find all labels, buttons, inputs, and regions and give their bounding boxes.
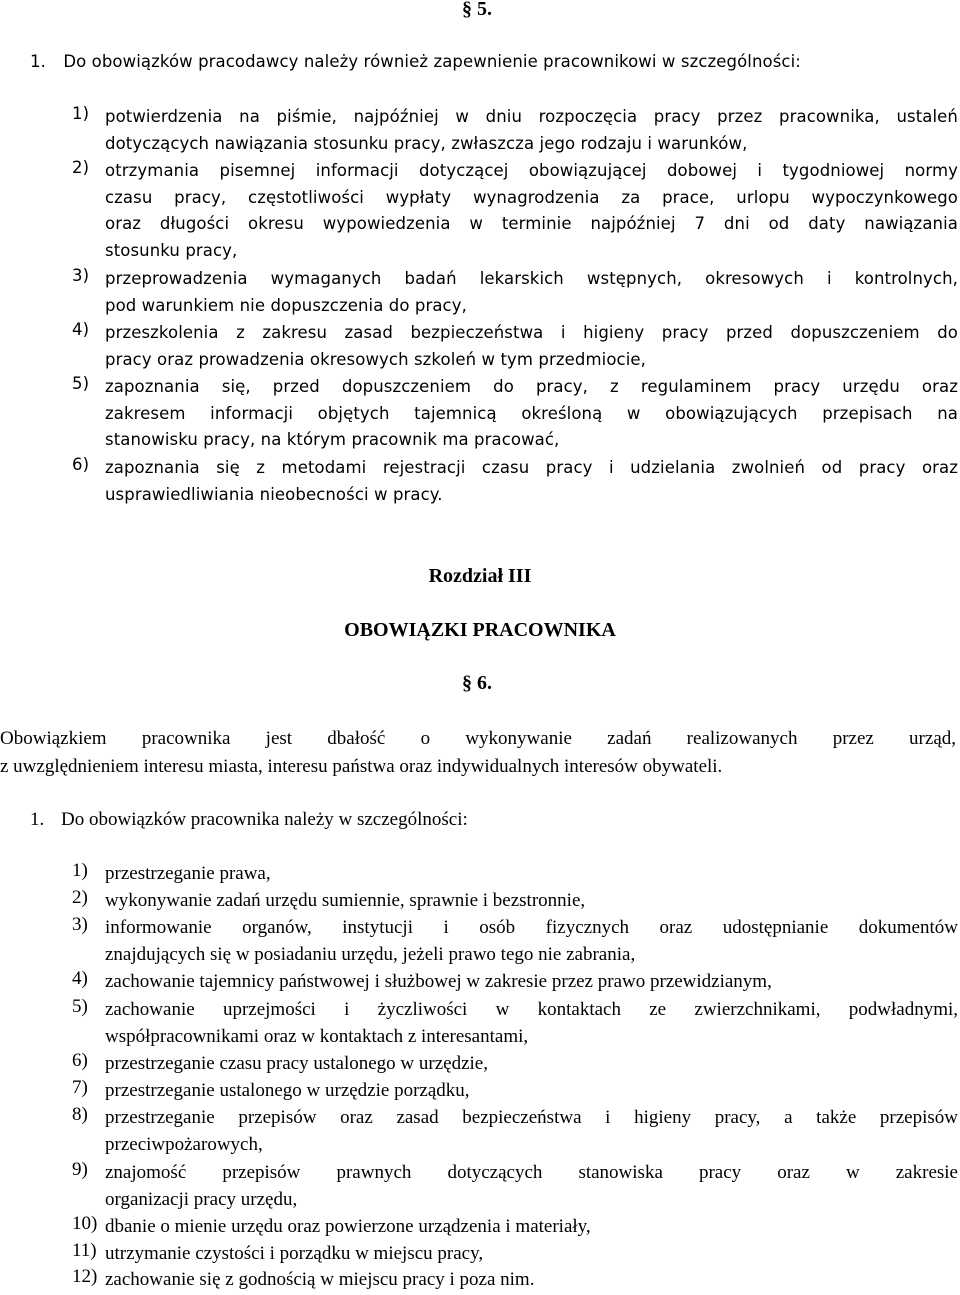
- item-line: znajdujących się w posiadaniu urzędu, jeżeli prawo tego nie zabrania,: [105, 944, 636, 965]
- item-number: 4): [72, 968, 88, 989]
- item-number: 1): [72, 860, 88, 881]
- item-line: utrzymanie czystości i porządku w miejscu pracy,: [105, 1243, 484, 1264]
- item-line: przestrzeganie prawa,: [105, 863, 271, 884]
- item-line: zapoznania się, przed dopuszczeniem do pracy, z regulaminem pracy urzędu oraz: [105, 377, 958, 396]
- item-number: 5): [72, 996, 88, 1017]
- item-line: otrzymania pisemnej informacji dotyczącej obowiązującej dobowej i tygodniowej normy: [105, 161, 958, 180]
- item-number: 9): [72, 1159, 88, 1180]
- item-number: 8): [72, 1104, 88, 1125]
- item-line: znajomość przepisów prawnych dotyczących stanowiska pracy oraz w zakresie: [105, 1162, 958, 1183]
- item-line: przestrzeganie ustalonego w urzędzie porządku,: [105, 1080, 470, 1101]
- chapter-subtitle: OBOWIĄZKI PRACOWNIKA: [344, 619, 616, 641]
- item-line: pracy oraz prowadzenia okresowych szkoleń w tym przedmiocie,: [105, 349, 646, 369]
- item-line: przeszkolenia z zakresu zasad bezpieczeństwa i higieny pracy przed dopuszczeniem do: [105, 323, 958, 342]
- item-number: 7): [72, 1077, 88, 1098]
- item-line: zachowanie uprzejmości i życzliwości w kontaktach ze zwierzchnikami, podwładnymi,: [105, 999, 958, 1020]
- chapter-title: Rozdział III: [428, 565, 532, 587]
- section-5-intro-text: Do obowiązków pracodawcy należy również zapewnienie pracownikowi w szczególności:: [63, 52, 801, 71]
- section-6-preamble-line: z uwzględnieniem interesu miasta, interesu państwa oraz indywidualnych interesów obywateli.: [0, 756, 723, 777]
- item-line: wykonywanie zadań urzędu sumiennie, sprawnie i bezstronnie,: [105, 890, 586, 911]
- item-line: przeciwpożarowych,: [105, 1134, 263, 1155]
- section-6-mark: § 6.: [462, 672, 492, 694]
- section-5-intro-num: 1.: [30, 52, 46, 71]
- item-number: 4): [72, 320, 90, 339]
- item-number: 5): [72, 374, 90, 393]
- section-6-intro-text: Do obowiązków pracownika należy w szczególności:: [61, 809, 468, 830]
- item-line: stosunku pracy,: [105, 241, 238, 261]
- item-number: 2): [72, 158, 90, 177]
- item-number: 2): [72, 887, 88, 908]
- item-number: 3): [72, 914, 88, 935]
- item-number: 3): [72, 266, 90, 285]
- item-number: 11): [72, 1240, 97, 1261]
- item-number: 6): [72, 455, 90, 474]
- item-number: 6): [72, 1050, 88, 1071]
- section-6-preamble-line: Obowiązkiem pracownika jest dbałość o wykonywanie zadań realizowanych przez urząd,: [0, 728, 956, 749]
- item-line: zapoznania się z metodami rejestracji czasu pracy i udzielania zwolnień od pracy oraz: [105, 458, 958, 477]
- section-5-mark: § 5.: [462, 0, 492, 20]
- item-line: potwierdzenia na piśmie, najpóźniej w dniu rozpoczęcia pracy przez pracownika, ustaleń: [105, 107, 958, 126]
- section-6-intro-num: 1.: [30, 809, 45, 830]
- item-line: czasu pracy, częstotliwości wypłaty wynagrodzenia za prace, urlopu wypoczynkowego: [105, 187, 958, 207]
- item-number: 12): [72, 1266, 98, 1287]
- item-number: 10): [72, 1213, 98, 1234]
- item-line: współpracownikami oraz w kontaktach z interesantami,: [105, 1026, 529, 1047]
- item-line: oraz długości okresu wypowiedzenia w terminie najpóźniej 7 dni od daty nawiązania: [105, 214, 958, 234]
- item-line: przestrzeganie przepisów oraz zasad bezpieczeństwa i higieny pracy, a także przepisów: [105, 1107, 958, 1128]
- item-line: przestrzeganie czasu pracy ustalonego w urzędzie,: [105, 1053, 488, 1074]
- section-5-intro: [30, 50, 801, 74]
- item-line: usprawiedliwiania nieobecności w pracy.: [105, 484, 443, 504]
- item-line: zachowanie tajemnicy państwowej i służbowej w zakresie przez prawo przewidzianym,: [105, 971, 772, 992]
- section-6-intro: [30, 808, 468, 832]
- item-line: stanowisku pracy, na którym pracownik ma pracować,: [105, 430, 560, 450]
- item-line: przeprowadzenia wymaganych badań lekarskich wstępnych, okresowych i kontrolnych,: [105, 269, 958, 288]
- item-number: 1): [72, 104, 90, 123]
- item-line: zakresem informacji objętych tajemnicą określoną w obowiązujących przepisach na: [105, 403, 958, 423]
- item-line: zachowanie się z godnością w miejscu pracy i poza nim.: [105, 1269, 535, 1290]
- item-line: dotyczących nawiązania stosunku pracy, zwłaszcza jego rodzaju i warunków,: [105, 133, 748, 153]
- item-line: organizacji pracy urzędu,: [105, 1189, 298, 1210]
- item-line: informowanie organów, instytucji i osób fizycznych oraz udostępnianie dokumentów: [105, 917, 958, 938]
- item-line: dbanie o mienie urzędu oraz powierzone urządzenia i materiały,: [105, 1216, 591, 1237]
- item-line: pod warunkiem nie dopuszczenia do pracy,: [105, 295, 467, 315]
